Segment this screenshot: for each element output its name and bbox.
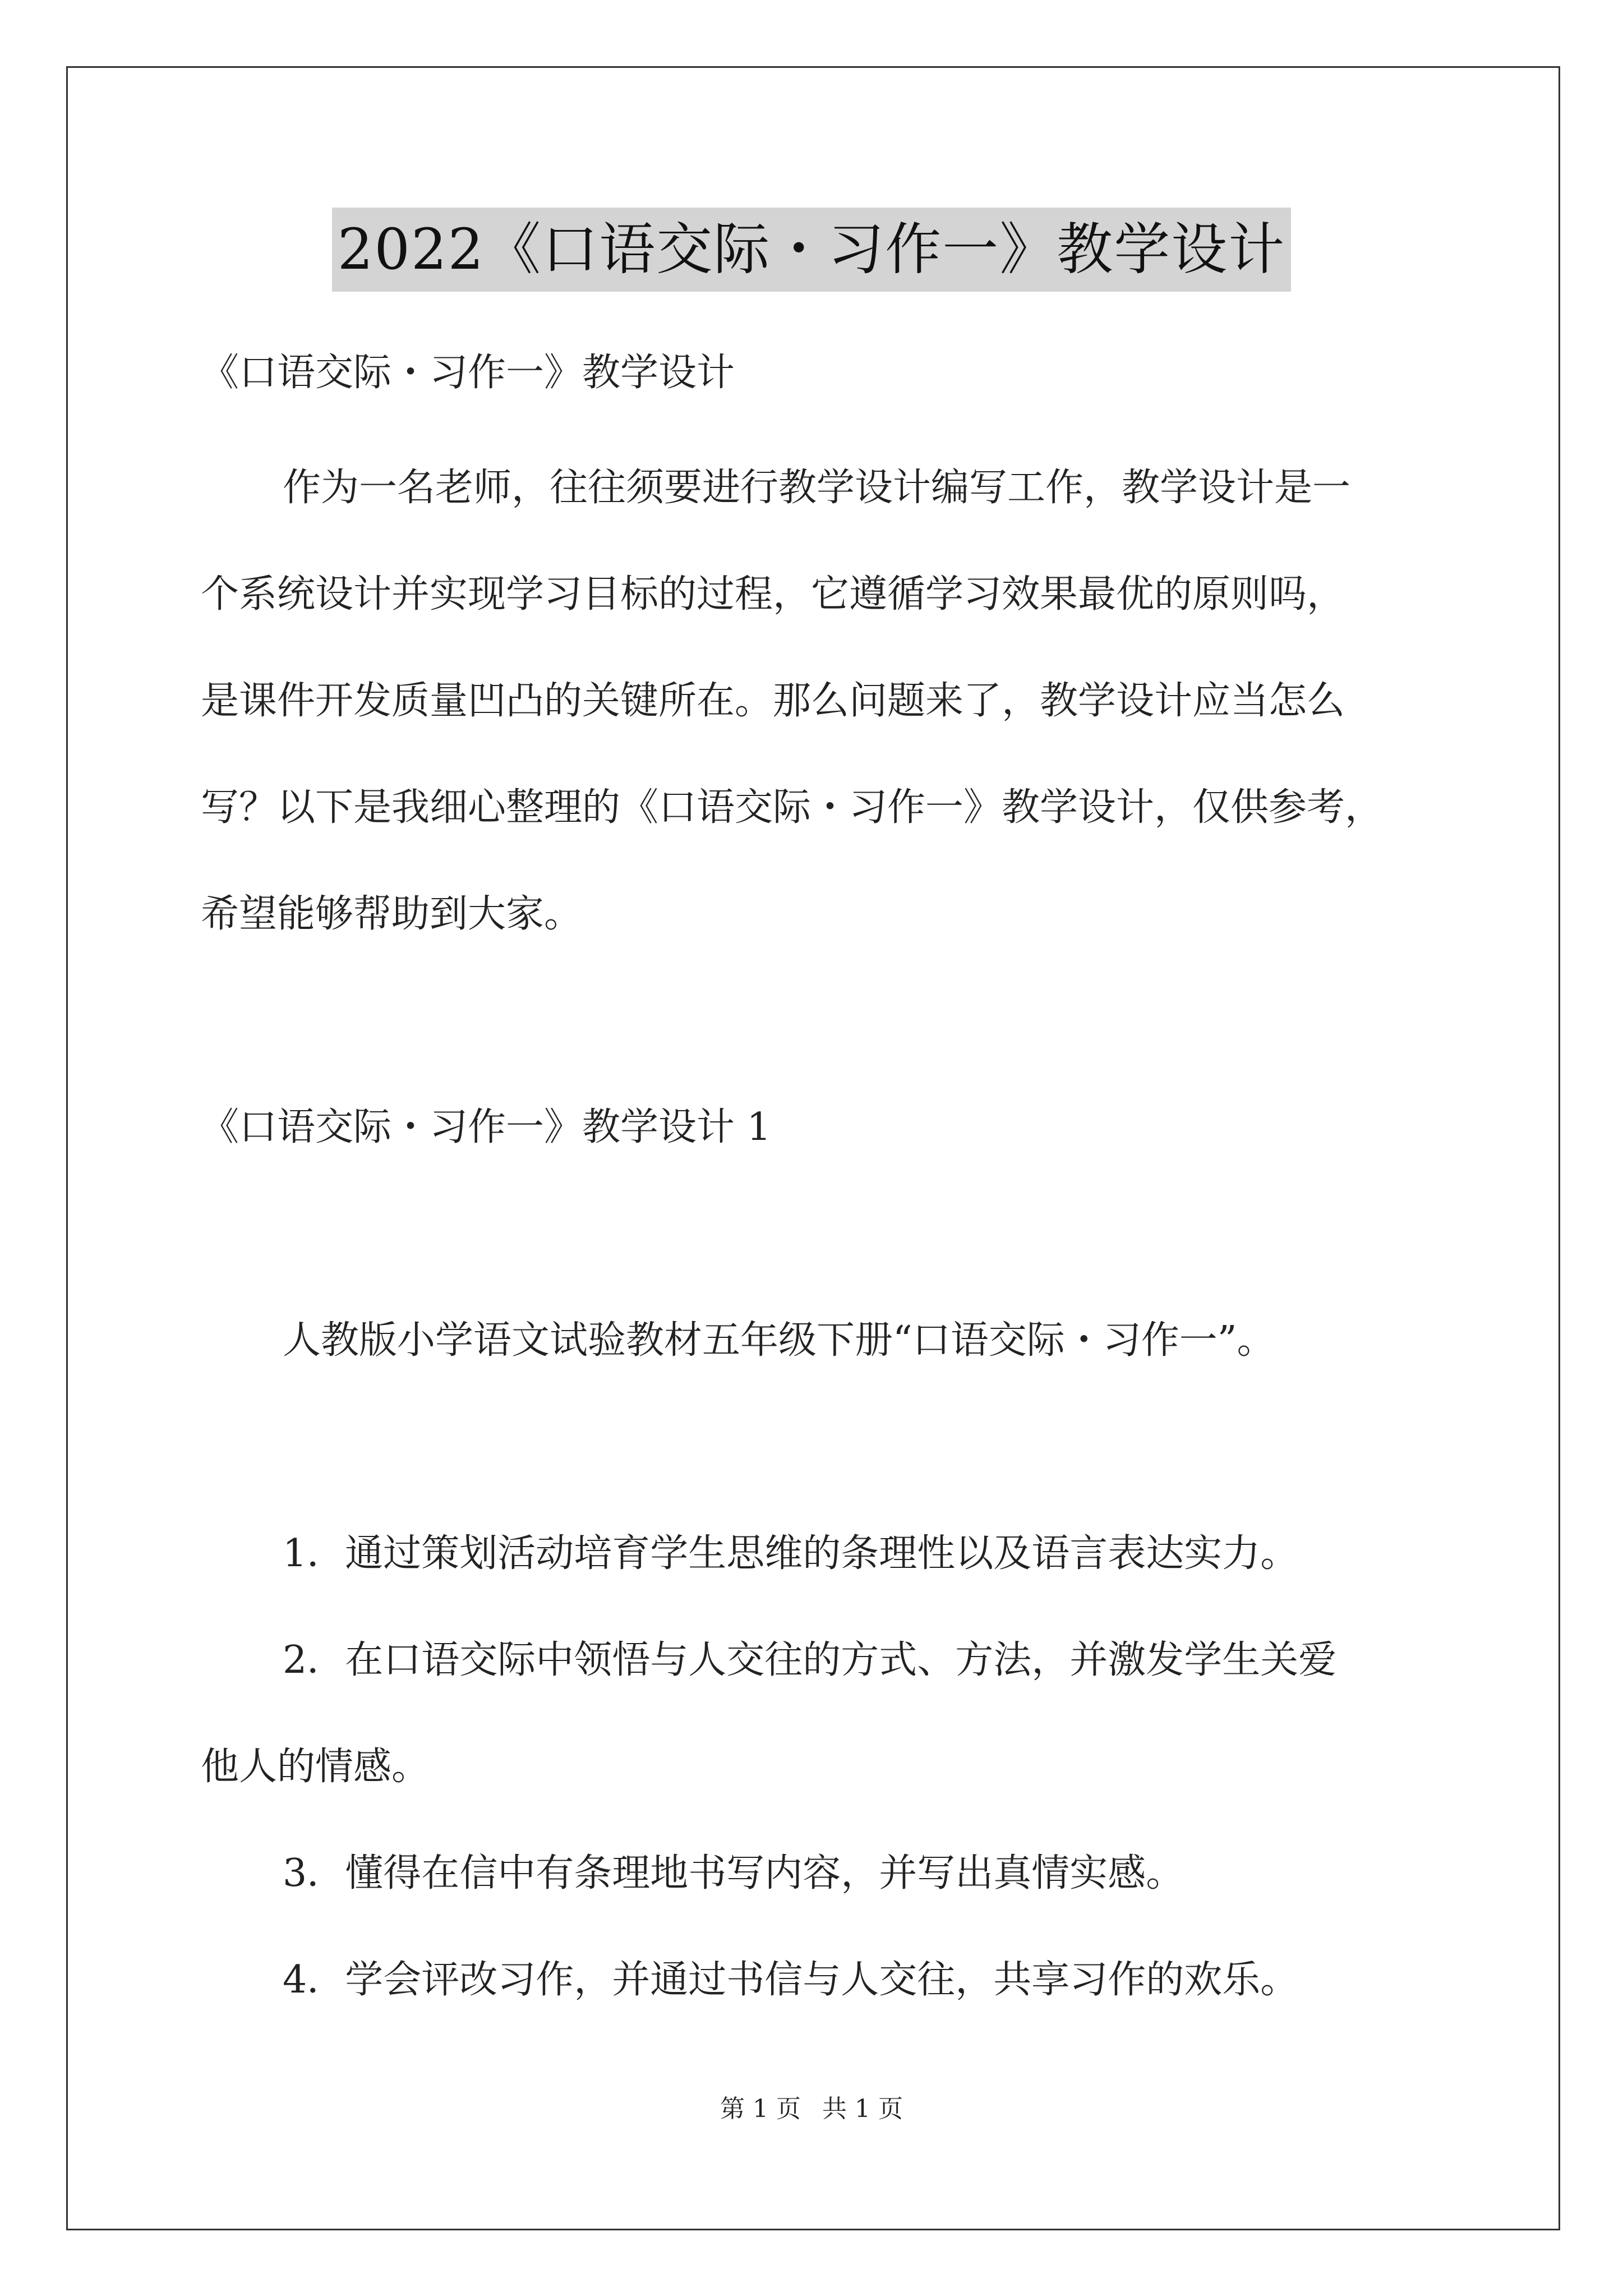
goal-item: 4．学会评改习作，并通过书信与人交往，共享习作的欢乐。: [283, 1958, 1299, 2002]
document-title: 2022《口语交际・习作一》教学设计: [332, 208, 1292, 292]
page-number-total: 共 1 页: [822, 2095, 903, 2123]
document-subtitle: 《口语交际・习作一》教学设计: [201, 351, 735, 395]
page-number-current: 第 1 页: [720, 2095, 801, 2123]
material-line: 人教版小学语文试验教材五年级下册“口语交际・习作一”。: [283, 1318, 1275, 1363]
intro-line: 个系统设计并实现学习目标的过程，它遵循学习效果最优的原则吗，: [201, 572, 1345, 616]
intro-line: 写？以下是我细心整理的《口语交际・习作一》教学设计，仅供参考，: [201, 785, 1384, 830]
intro-line: 希望能够帮助到大家。: [201, 892, 583, 936]
section-heading: 《口语交际・习作一》教学设计 1: [201, 1105, 771, 1149]
goal-item-continuation: 他人的情感。: [201, 1745, 430, 1789]
intro-line: 是课件开发质量凹凸的关键所在。那么问题来了，教学设计应当怎么: [201, 679, 1345, 723]
page-footer: [0, 2092, 1623, 2126]
goal-item: 2．在口语交际中领悟与人交往的方式、方法，并激发学生关爱: [283, 1638, 1337, 1682]
title-container: [0, 208, 1623, 292]
intro-line: 作为一名老师，往往须要进行教学设计编写工作，教学设计是一: [283, 466, 1351, 510]
goal-item: 3．懂得在信中有条理地书写内容，并写出真情实感。: [283, 1851, 1184, 1895]
goal-item: 1．通过策划活动培育学生思维的条理性以及语言表达实力。: [283, 1531, 1299, 1576]
